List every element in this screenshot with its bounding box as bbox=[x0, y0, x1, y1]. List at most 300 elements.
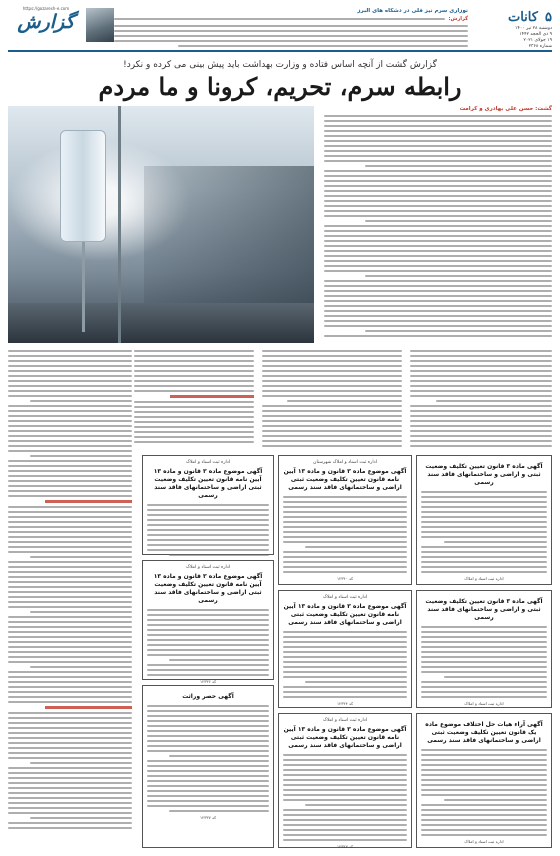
text-line bbox=[283, 696, 407, 698]
text-line bbox=[421, 819, 547, 821]
text-line bbox=[421, 511, 547, 513]
legal-ad-box[interactable] bbox=[278, 713, 412, 848]
text-line bbox=[134, 431, 254, 433]
text-line bbox=[262, 365, 402, 367]
text-line bbox=[421, 516, 547, 518]
text-line bbox=[8, 490, 132, 492]
text-line bbox=[8, 596, 132, 598]
ad-title: آگهی ماده ۳ قانون تعیین تکلیف وضعیت ثبتی و اراضی و ساختمانهای فاقد سند رسمی bbox=[425, 463, 543, 486]
text-line bbox=[421, 834, 547, 836]
text-line bbox=[283, 799, 407, 801]
text-line bbox=[262, 350, 402, 352]
text-line bbox=[283, 691, 407, 693]
article-byline: گشت: حسن علی بهادری و کرامت bbox=[459, 106, 552, 112]
text-line bbox=[147, 619, 269, 621]
newspaper-logo[interactable] bbox=[8, 6, 84, 50]
ad-title: آگهی موضوع ماده ۳ قانون و ماده ۱۳ آیین نامه قانون تعیین تکلیف وضعیت ثبتی اراضی و ساختمانهای فاقد سند رسمی bbox=[283, 468, 407, 491]
text-line bbox=[8, 480, 132, 482]
text-line bbox=[283, 646, 407, 648]
article-subhead-marker bbox=[45, 706, 132, 709]
text-line bbox=[283, 656, 407, 658]
text-line bbox=[134, 360, 254, 362]
page-number: ۵ bbox=[545, 10, 552, 25]
text-line bbox=[421, 814, 547, 816]
text-line bbox=[147, 750, 269, 752]
text-line bbox=[283, 571, 407, 573]
text-line bbox=[324, 225, 552, 227]
text-line bbox=[324, 175, 552, 177]
text-line bbox=[365, 275, 552, 277]
issue-dates bbox=[474, 26, 552, 50]
ad-tag: اداره ثبت اسناد و املاک bbox=[322, 595, 368, 600]
text-line bbox=[365, 165, 552, 167]
text-line bbox=[421, 696, 547, 698]
legal-ad-box[interactable] bbox=[278, 455, 412, 585]
text-line bbox=[410, 360, 552, 362]
text-line bbox=[134, 355, 254, 357]
text-line bbox=[283, 671, 407, 673]
text-line bbox=[324, 130, 552, 132]
legal-ad-box[interactable] bbox=[142, 560, 274, 684]
legal-ad-box[interactable] bbox=[416, 590, 552, 708]
text-line bbox=[147, 629, 269, 631]
text-line bbox=[8, 827, 132, 829]
text-line bbox=[283, 824, 407, 826]
text-line bbox=[8, 717, 132, 719]
text-line bbox=[8, 460, 132, 462]
text-line bbox=[283, 501, 407, 503]
article-subhead-marker bbox=[170, 395, 254, 398]
text-line bbox=[262, 395, 402, 397]
text-line bbox=[8, 445, 132, 447]
ad-title: آگهی موضوع ماده ۳ قانون و ماده ۱۳ آیین نامه قانون تعیین تکلیف وضعیت ثبتی اراضی و ساختمانهای فاقد سند رسمی bbox=[153, 468, 263, 499]
text-line bbox=[421, 666, 547, 668]
article-lead-column bbox=[324, 106, 552, 344]
text-line bbox=[147, 710, 269, 712]
text-line bbox=[8, 435, 132, 437]
text-line bbox=[421, 566, 547, 568]
text-line bbox=[8, 385, 132, 387]
text-line bbox=[8, 792, 132, 794]
text-line bbox=[8, 671, 132, 673]
text-line bbox=[324, 280, 552, 282]
text-line bbox=[410, 425, 552, 427]
text-line bbox=[283, 516, 407, 518]
text-line bbox=[421, 521, 547, 523]
text-line bbox=[8, 395, 132, 397]
text-line bbox=[324, 325, 552, 327]
text-line bbox=[283, 631, 407, 633]
text-line bbox=[147, 805, 269, 807]
text-line bbox=[147, 705, 269, 707]
text-line bbox=[8, 812, 132, 814]
text-line bbox=[8, 536, 132, 538]
text-line bbox=[421, 764, 547, 766]
article-subhead-marker bbox=[45, 500, 132, 503]
text-line bbox=[134, 385, 254, 387]
text-line bbox=[8, 360, 132, 362]
text-line bbox=[134, 365, 254, 367]
text-line bbox=[8, 380, 132, 382]
text-line bbox=[8, 641, 132, 643]
text-line bbox=[283, 809, 407, 811]
text-line bbox=[421, 784, 547, 786]
text-line bbox=[147, 720, 269, 722]
text-line bbox=[410, 380, 552, 382]
text-line bbox=[30, 817, 132, 819]
text-line bbox=[8, 516, 132, 518]
text-line bbox=[283, 511, 407, 513]
text-line bbox=[262, 380, 402, 382]
text-line bbox=[8, 621, 132, 623]
legal-ad-box[interactable] bbox=[142, 455, 274, 555]
text-line bbox=[324, 215, 552, 217]
text-line bbox=[421, 681, 547, 683]
text-line bbox=[410, 350, 552, 352]
text-line bbox=[147, 775, 269, 777]
text-line bbox=[283, 839, 407, 841]
legal-ad-box[interactable] bbox=[416, 455, 552, 585]
text-line bbox=[410, 375, 552, 377]
text-line bbox=[8, 551, 132, 553]
article-column bbox=[134, 350, 254, 450]
text-line bbox=[8, 822, 132, 824]
text-line bbox=[262, 410, 402, 412]
text-line bbox=[147, 760, 269, 762]
text-line bbox=[8, 561, 132, 563]
text-line bbox=[410, 410, 552, 412]
text-line bbox=[134, 416, 254, 418]
article-continuation-column bbox=[8, 350, 132, 848]
text-line bbox=[283, 526, 407, 528]
blurb-title: نوزاری سرم نیز فلی در دشکاه های البرز bbox=[357, 8, 468, 14]
text-line bbox=[8, 797, 132, 799]
text-line bbox=[8, 405, 132, 407]
text-line bbox=[8, 757, 132, 759]
text-line bbox=[8, 712, 132, 714]
text-line bbox=[421, 536, 547, 538]
text-line bbox=[283, 556, 407, 558]
text-line bbox=[283, 496, 407, 498]
text-line bbox=[421, 556, 547, 558]
text-line bbox=[324, 150, 552, 152]
text-line bbox=[262, 355, 402, 357]
text-line bbox=[410, 370, 552, 372]
text-line bbox=[8, 651, 132, 653]
text-line bbox=[8, 661, 132, 663]
text-line bbox=[8, 636, 132, 638]
text-line bbox=[324, 290, 552, 292]
text-line bbox=[147, 730, 269, 732]
text-line bbox=[147, 674, 269, 676]
text-line bbox=[147, 765, 269, 767]
ad-code: کد ۱۲۳۴۷ bbox=[336, 844, 354, 849]
text-line bbox=[8, 415, 132, 417]
text-line bbox=[147, 509, 269, 511]
photo-iv-pole bbox=[118, 106, 121, 343]
text-line bbox=[324, 160, 552, 162]
ad-title: آگهی آراء هیات حل اختلاف موضوع ماده یک قانون تعیین تکلیف وضعیت ثبتی اراضی و ساختمانهای فاقد سند رسمی bbox=[425, 721, 543, 744]
text-line bbox=[8, 370, 132, 372]
text-line bbox=[147, 534, 269, 536]
text-line bbox=[410, 405, 552, 407]
text-line bbox=[324, 335, 552, 337]
text-line bbox=[421, 571, 547, 573]
text-line bbox=[324, 265, 552, 267]
ad-title: آگهی موضوع ماده ۳ قانون و ماده ۱۳ آیین نامه قانون تعیین تکلیف وضعیت ثبتی اراضی و ساختمانهای فاقد سند رسمی bbox=[283, 603, 407, 626]
text-line bbox=[283, 686, 407, 688]
article-headline[interactable]: رابطه سرم، تحریم، کرونا و ما مردم bbox=[98, 72, 462, 101]
text-line bbox=[8, 440, 132, 442]
text-line bbox=[8, 601, 132, 603]
text-line bbox=[8, 495, 132, 497]
text-line bbox=[262, 415, 402, 417]
text-line bbox=[8, 591, 132, 593]
text-line bbox=[410, 445, 552, 447]
article-photo-iv-drip bbox=[8, 106, 314, 343]
text-line bbox=[8, 375, 132, 377]
text-line bbox=[8, 485, 132, 487]
text-line bbox=[134, 350, 254, 352]
text-line bbox=[421, 809, 547, 811]
text-line bbox=[283, 789, 407, 791]
text-line bbox=[169, 659, 269, 661]
ad-tag: اداره ثبت اسناد و املاک bbox=[322, 718, 368, 723]
text-line bbox=[324, 230, 552, 232]
text-line bbox=[8, 506, 132, 508]
text-line bbox=[410, 385, 552, 387]
text-line bbox=[421, 656, 547, 658]
text-line bbox=[147, 649, 269, 651]
text-line bbox=[421, 759, 547, 761]
photo-corridor bbox=[144, 166, 314, 306]
text-line bbox=[324, 255, 552, 257]
photo-iv-bag bbox=[60, 130, 106, 242]
text-line bbox=[421, 794, 547, 796]
text-line bbox=[8, 732, 132, 734]
text-line bbox=[421, 671, 547, 673]
text-line bbox=[324, 115, 552, 117]
text-line bbox=[287, 400, 402, 402]
text-line bbox=[8, 676, 132, 678]
text-line bbox=[421, 754, 547, 756]
text-line bbox=[324, 285, 552, 287]
page-header bbox=[8, 6, 552, 54]
text-line bbox=[262, 370, 402, 372]
text-line bbox=[324, 190, 552, 192]
text-line bbox=[8, 546, 132, 548]
text-line bbox=[324, 270, 552, 272]
text-line bbox=[262, 430, 402, 432]
text-line bbox=[147, 745, 269, 747]
text-line bbox=[324, 300, 552, 302]
text-line bbox=[365, 220, 552, 222]
text-line bbox=[283, 536, 407, 538]
text-line bbox=[305, 681, 407, 683]
text-line bbox=[8, 475, 132, 477]
text-line bbox=[8, 526, 132, 528]
text-line bbox=[410, 430, 552, 432]
legal-ad-box[interactable] bbox=[142, 685, 274, 848]
text-line bbox=[8, 767, 132, 769]
text-line bbox=[324, 210, 552, 212]
text-line bbox=[134, 421, 254, 423]
text-line bbox=[147, 800, 269, 802]
ad-tag: اداره ثبت اسناد و املاک bbox=[464, 576, 504, 581]
ad-code: کد ۱۲۳۳۷ bbox=[199, 815, 217, 820]
text-line bbox=[324, 195, 552, 197]
text-line bbox=[421, 551, 547, 553]
text-line bbox=[421, 546, 547, 548]
text-line bbox=[421, 631, 547, 633]
text-line bbox=[283, 661, 407, 663]
text-line bbox=[421, 661, 547, 663]
text-line bbox=[421, 506, 547, 508]
legal-ad-box[interactable] bbox=[416, 713, 552, 848]
text-line bbox=[421, 774, 547, 776]
text-line bbox=[134, 426, 254, 428]
text-line bbox=[283, 769, 407, 771]
text-line bbox=[8, 390, 132, 392]
text-line bbox=[8, 470, 132, 472]
text-line bbox=[8, 465, 132, 467]
text-line bbox=[8, 742, 132, 744]
text-line bbox=[410, 420, 552, 422]
text-line bbox=[147, 549, 269, 551]
text-line bbox=[147, 539, 269, 541]
text-line bbox=[324, 185, 552, 187]
text-line bbox=[134, 436, 254, 438]
text-line bbox=[421, 626, 547, 628]
text-line bbox=[8, 586, 132, 588]
text-line bbox=[30, 400, 132, 402]
text-line bbox=[30, 666, 132, 668]
text-line bbox=[8, 802, 132, 804]
text-line bbox=[8, 410, 132, 412]
text-line bbox=[324, 200, 552, 202]
text-line bbox=[410, 365, 552, 367]
text-line bbox=[147, 654, 269, 656]
text-line bbox=[421, 749, 547, 751]
text-line bbox=[147, 529, 269, 531]
text-line bbox=[147, 669, 269, 671]
text-line bbox=[262, 385, 402, 387]
text-line bbox=[421, 491, 547, 493]
logo-url: https://gozaresh-e.com bbox=[22, 6, 70, 11]
text-line bbox=[444, 541, 547, 543]
text-line bbox=[324, 245, 552, 247]
ad-code: کد ۱۲۳۴۴ bbox=[336, 701, 354, 706]
text-line bbox=[283, 754, 407, 756]
text-line bbox=[283, 506, 407, 508]
text-line bbox=[283, 541, 407, 543]
article-surtitle: گزارش گشت از آنچه اساس فتاده و وزارت بهداشت باید پیش بینی می کرده و نکرد! bbox=[123, 60, 437, 70]
text-line bbox=[8, 787, 132, 789]
text-line bbox=[324, 125, 552, 127]
text-line bbox=[283, 784, 407, 786]
header-news-blurb bbox=[114, 8, 468, 47]
text-line bbox=[324, 320, 552, 322]
text-line bbox=[147, 780, 269, 782]
text-line bbox=[8, 576, 132, 578]
text-line bbox=[421, 829, 547, 831]
text-line bbox=[421, 561, 547, 563]
text-line bbox=[147, 740, 269, 742]
text-line bbox=[147, 544, 269, 546]
blurb-lead: گزارش: bbox=[448, 16, 468, 22]
photo-floor bbox=[8, 303, 314, 343]
text-line bbox=[8, 691, 132, 693]
text-line bbox=[134, 411, 254, 413]
text-line bbox=[283, 829, 407, 831]
text-line bbox=[147, 644, 269, 646]
text-line bbox=[444, 676, 547, 678]
text-line bbox=[147, 609, 269, 611]
ad-title: آگهی موضوع ماده ۳ قانون و ماده ۱۳ آیین نامه قانون تعیین تکلیف وضعیت ثبتی اراضی و ساختمانهای فاقد سند رسمی bbox=[153, 573, 263, 604]
header-rule bbox=[8, 50, 552, 52]
text-line bbox=[421, 641, 547, 643]
text-line bbox=[324, 170, 552, 172]
text-line bbox=[283, 834, 407, 836]
text-line bbox=[8, 722, 132, 724]
text-line bbox=[421, 501, 547, 503]
text-line bbox=[262, 425, 402, 427]
text-line bbox=[283, 764, 407, 766]
text-line bbox=[134, 390, 254, 392]
text-line bbox=[8, 355, 132, 357]
text-line bbox=[410, 435, 552, 437]
text-line bbox=[169, 755, 269, 757]
text-line bbox=[147, 795, 269, 797]
text-line bbox=[421, 804, 547, 806]
text-line bbox=[8, 581, 132, 583]
text-line bbox=[410, 395, 552, 397]
text-line bbox=[8, 772, 132, 774]
date-line: ۱۹ جولای ۲۰۲۱ bbox=[523, 38, 552, 43]
text-line bbox=[436, 400, 552, 402]
text-line bbox=[147, 614, 269, 616]
text-line bbox=[147, 634, 269, 636]
text-line bbox=[324, 180, 552, 182]
text-line bbox=[283, 774, 407, 776]
text-line bbox=[134, 401, 254, 403]
ad-tag: اداره ثبت اسناد و املاک bbox=[464, 701, 504, 706]
text-line bbox=[147, 519, 269, 521]
text-line bbox=[8, 571, 132, 573]
text-line bbox=[8, 777, 132, 779]
text-line bbox=[283, 794, 407, 796]
text-line bbox=[283, 561, 407, 563]
text-line bbox=[421, 691, 547, 693]
text-line bbox=[169, 554, 269, 556]
ad-tag: اداره ثبت اسناد و املاک شهرستان bbox=[313, 460, 377, 465]
text-line bbox=[262, 390, 402, 392]
text-line bbox=[324, 310, 552, 312]
text-line bbox=[421, 636, 547, 638]
text-line bbox=[262, 405, 402, 407]
text-line bbox=[134, 375, 254, 377]
text-line bbox=[8, 365, 132, 367]
text-line bbox=[147, 504, 269, 506]
text-line bbox=[421, 646, 547, 648]
text-line bbox=[147, 785, 269, 787]
legal-ad-box[interactable] bbox=[278, 590, 412, 708]
text-line bbox=[8, 737, 132, 739]
text-line bbox=[305, 546, 407, 548]
text-line bbox=[147, 664, 269, 666]
text-line bbox=[8, 686, 132, 688]
ad-code: کد ۱۲۳۳۶ bbox=[199, 679, 217, 684]
